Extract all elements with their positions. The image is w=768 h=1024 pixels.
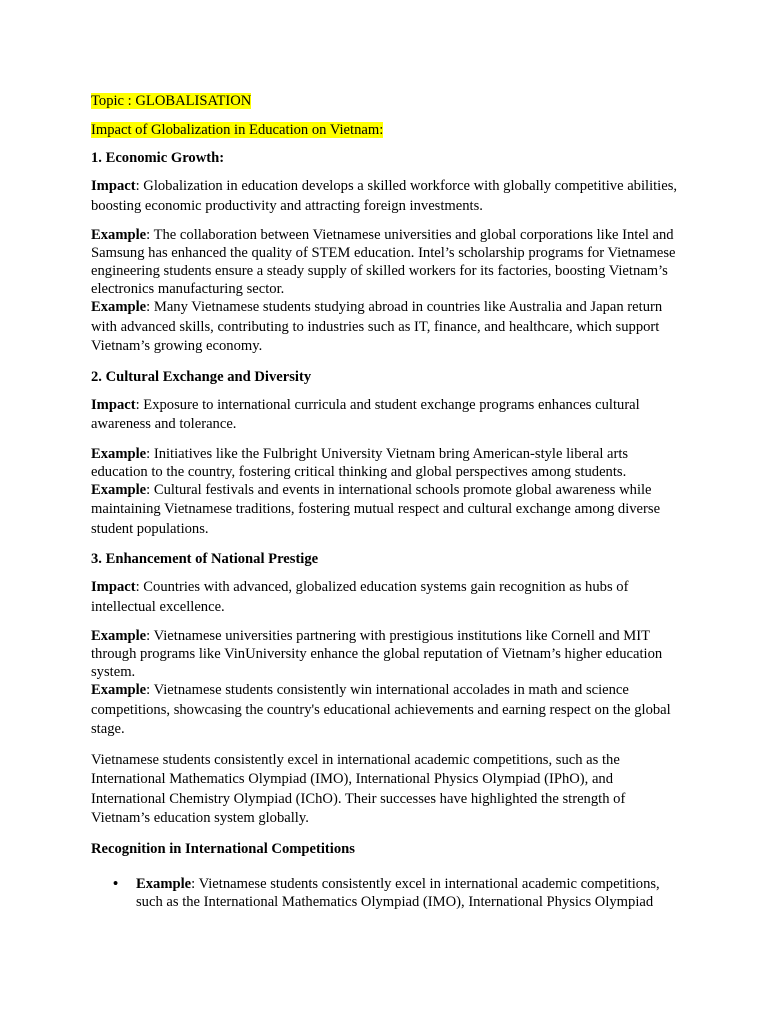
example-label: Example xyxy=(91,227,147,243)
section-heading: 2. Cultural Exchange and Diversity xyxy=(91,368,312,385)
closing-paragraph: Vietnamese students consistently excel in international academic competitions, such as the International Mathematics Olympiad (IMO), International Physics Olympiad (IPhO), and International Chemistry Olympiad (IChO). Their successes have highlighted the strength of Vietnam’s education system globally. xyxy=(91,751,626,826)
subtitle-highlight: Impact of Globalization in Education on Vietnam: xyxy=(91,122,384,138)
section-heading: 3. Enhancement of National Prestige xyxy=(91,551,319,567)
impact-text: : Exposure to international curricula and student exchange programs enhances cultural awareness and tolerance. xyxy=(91,396,640,432)
examples-block xyxy=(91,445,683,540)
examples-block xyxy=(91,226,683,357)
example-paragraph xyxy=(91,298,683,357)
impact-label: Impact xyxy=(91,396,136,413)
example-text: : Vietnamese students consistently win international accolades in math and science competitions, showcasing the country's educational achievements and earning respect on the global stage. xyxy=(91,682,671,737)
impact-text: : Globalization in education develops a skilled workforce with globally competitive abilities, boosting economic productivity and attracting foreign investments. xyxy=(91,178,678,214)
example-label: Example xyxy=(91,299,147,315)
example-paragraph xyxy=(91,627,683,681)
list-item xyxy=(91,875,683,911)
bullet-text: : Vietnamese students consistently excel in international academic competitions, such as the International Mathematics Olympiad (IMO), International Physics Olympiad xyxy=(136,875,660,910)
example-label: Example xyxy=(91,481,147,498)
example-paragraph xyxy=(91,445,683,481)
example-label: Example xyxy=(91,682,147,698)
example-paragraph xyxy=(91,481,683,540)
recognition-heading: Recognition in International Competitions xyxy=(91,840,355,857)
examples-block xyxy=(91,627,683,740)
topic-highlight: Topic : GLOBALISATION xyxy=(91,93,252,109)
example-text: : Vietnamese universities partnering with prestigious institutions like Cornell and MIT through programs like VinUniversity enhance the global reputation of Vietnam’s higher education system. xyxy=(91,628,663,680)
subtitle-line xyxy=(91,121,683,139)
example-paragraph xyxy=(91,681,683,740)
bullet-marker: • xyxy=(113,875,119,892)
impact-label: Impact xyxy=(91,178,136,194)
example-text: : The collaboration between Vietnamese universities and global corporations like Intel and Samsung has enhanced the quality of STEM education. Intel’s scholarship programs for Vietnamese engineering students ensure a steady supply of skilled workers for its factories, boosting Vietnam’s electronics manufacturing sector. xyxy=(91,227,676,297)
example-text: : Cultural festivals and events in international schools promote global awareness while maintaining Vietnamese traditions, fostering mutual respect and cultural exchange among diverse student populations. xyxy=(91,481,661,537)
bullet-list xyxy=(91,875,683,911)
impact-paragraph xyxy=(91,177,683,216)
topic-line xyxy=(91,92,683,110)
example-text: : Initiatives like the Fulbright University Vietnam bring American-style liberal arts education to the country, fostering critical thinking and global perspectives among students. xyxy=(91,445,629,480)
impact-paragraph xyxy=(91,578,683,617)
example-label: Example xyxy=(136,875,192,892)
impact-paragraph xyxy=(91,396,683,435)
example-label: Example xyxy=(91,628,147,644)
document-page xyxy=(91,92,683,911)
example-text: : Many Vietnamese students studying abroad in countries like Australia and Japan return with advanced skills, contributing to industries such as IT, finance, and healthcare, which support Vietnam’s growing economy. xyxy=(91,299,663,354)
example-paragraph xyxy=(91,226,683,298)
impact-text: : Countries with advanced, globalized education systems gain recognition as hubs of intellectual excellence. xyxy=(91,579,629,615)
example-label: Example xyxy=(91,445,147,462)
impact-label: Impact xyxy=(91,579,136,595)
section-heading: 1. Economic Growth: xyxy=(91,150,225,166)
